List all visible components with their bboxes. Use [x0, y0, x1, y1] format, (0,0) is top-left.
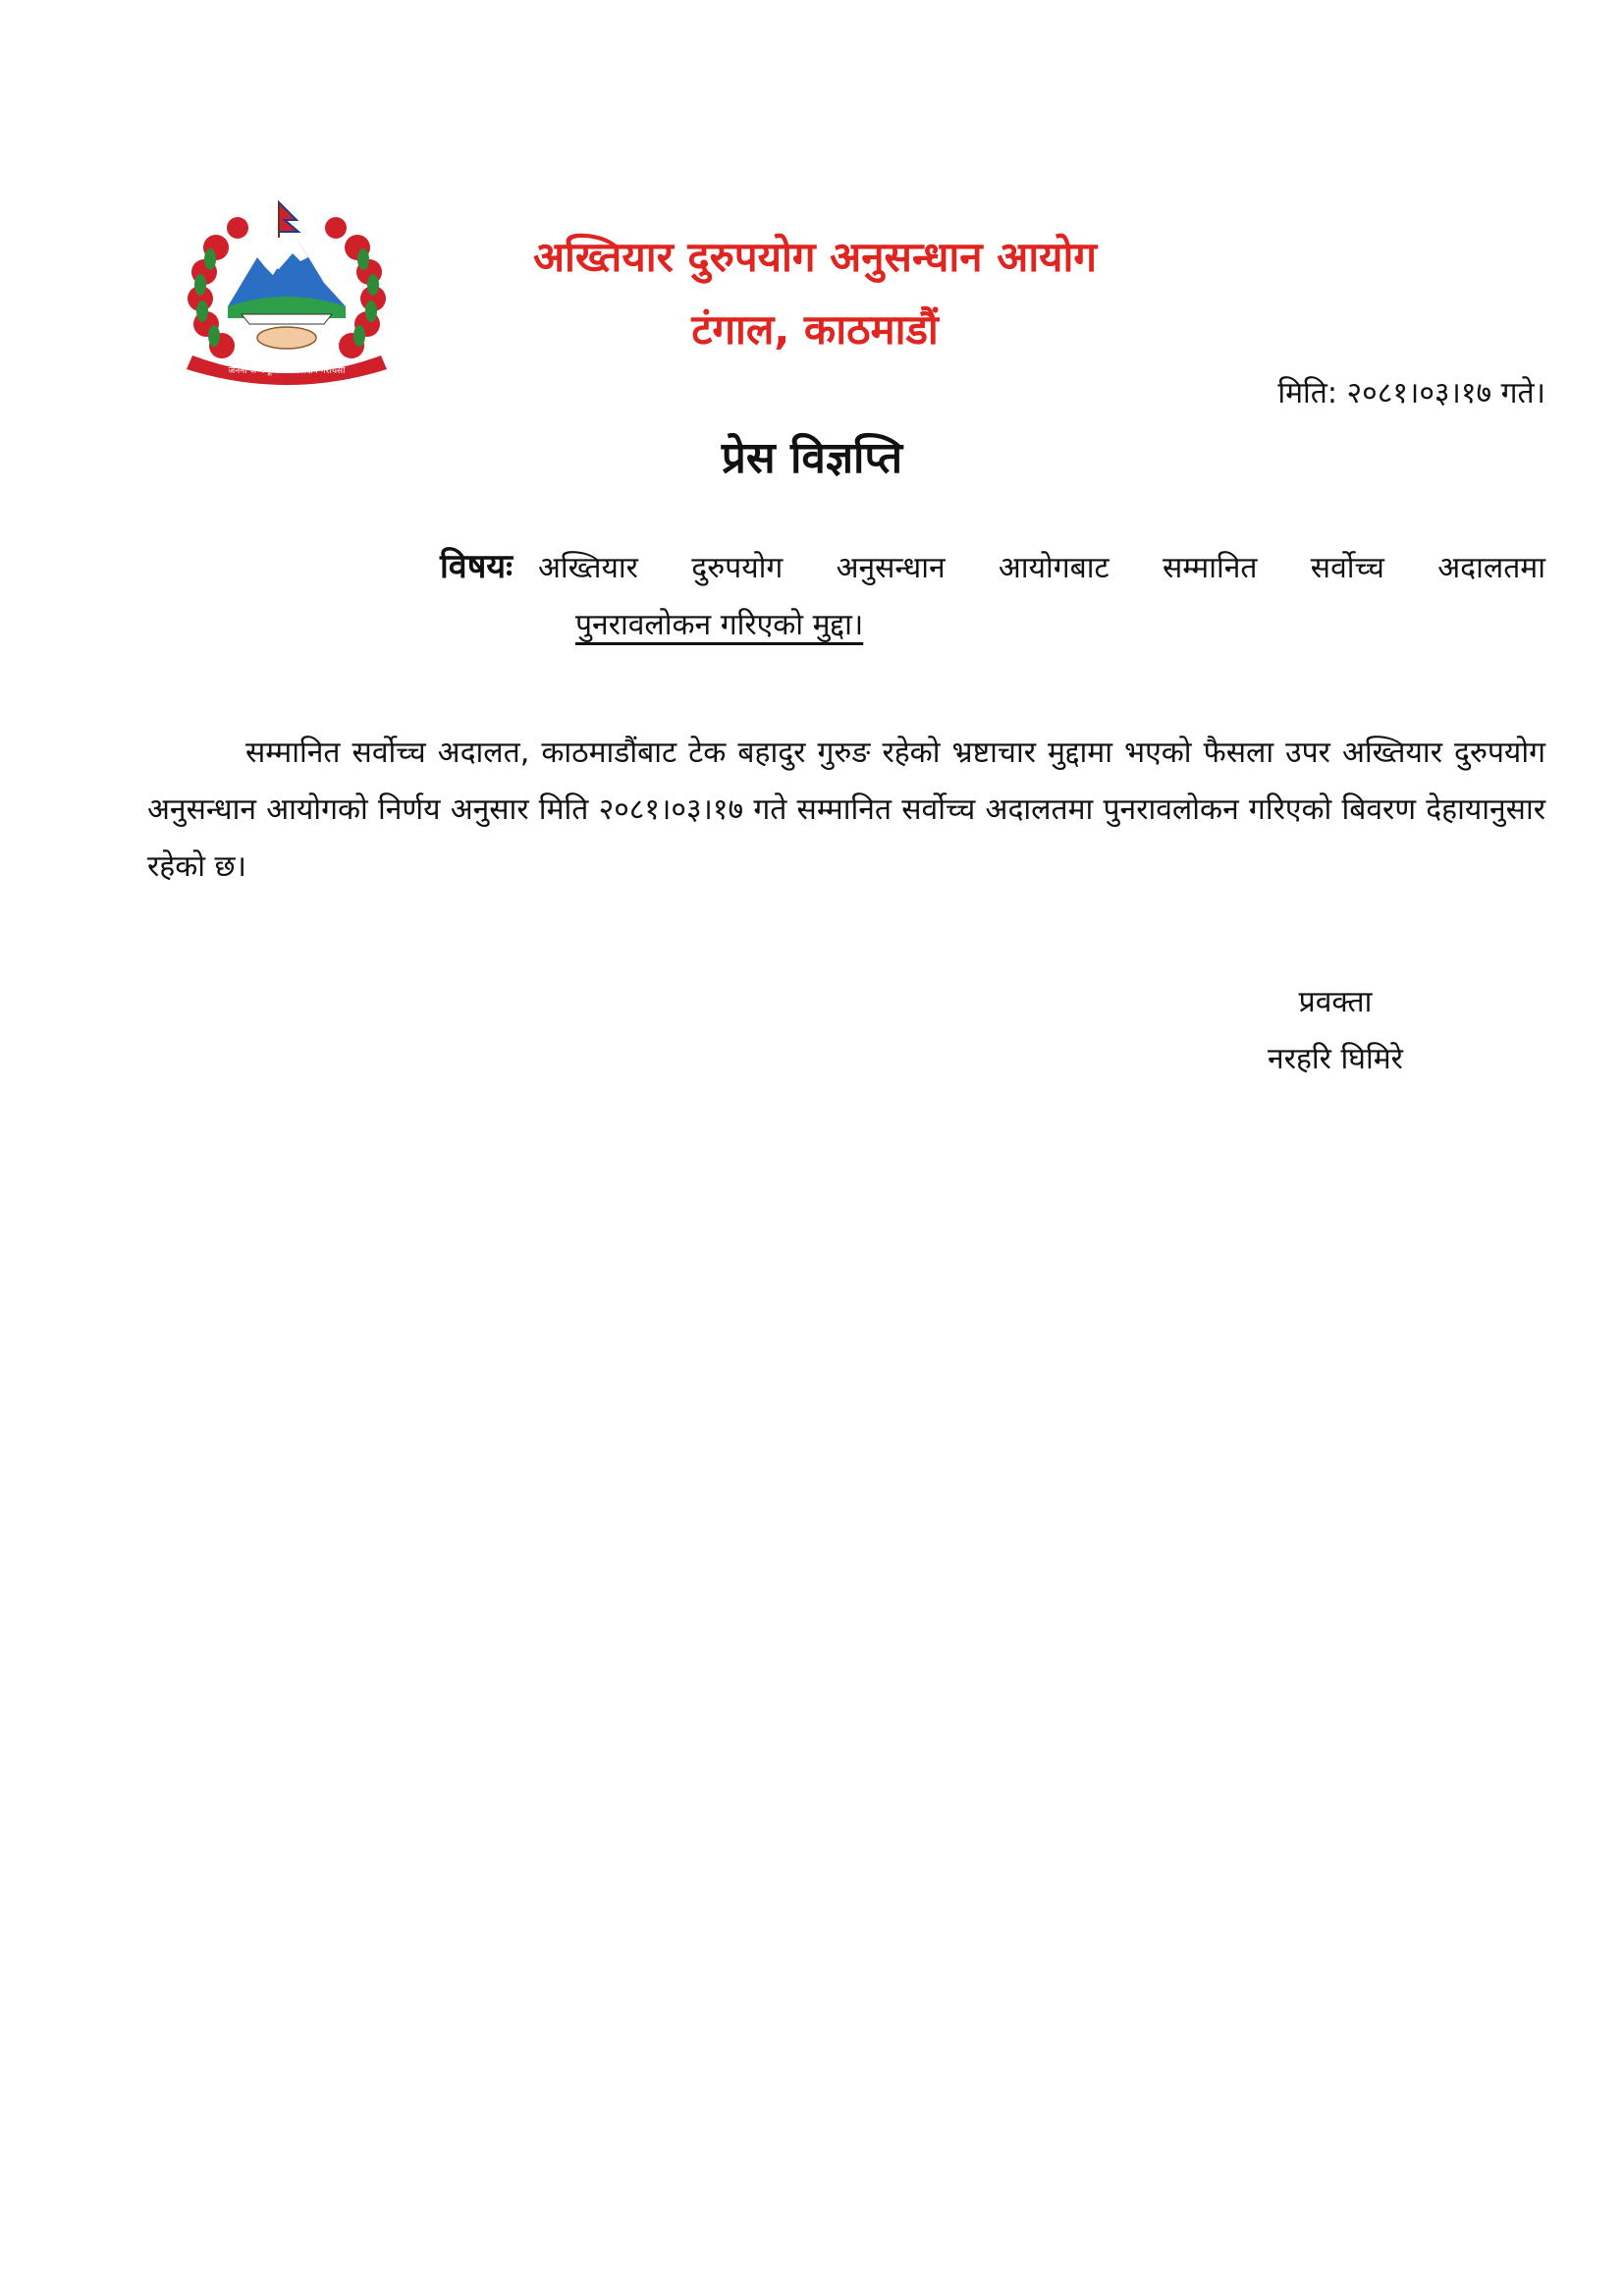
- mountain-icon: [228, 238, 346, 306]
- organization-name: अख्तियार दुरुपयोग अनुसन्धान आयोग: [532, 233, 1098, 281]
- subject-line-2: पुनरावलोकन गरिएको मुद्दा।: [575, 608, 864, 642]
- subject-block: [440, 538, 1545, 654]
- emblem-motto-text: जननी जन्मभूमिश्च स्वर्गादपि गरीयसी: [228, 366, 346, 376]
- document-title: प्रेस विज्ञप्ति: [721, 433, 903, 483]
- signature-name: नरहरि घिमिरे: [1268, 1042, 1403, 1076]
- nepal-flag-icon: [279, 202, 298, 232]
- nepal-emblem-icon: [177, 198, 397, 387]
- signature-block: [1218, 974, 1453, 1088]
- organization-address: टंगाल, काठमाडौं: [691, 305, 939, 354]
- handshake-icon: [257, 327, 316, 349]
- date-line: मिति: २०८१।०३।१७ गते।: [1277, 376, 1545, 410]
- subject-line-1: [440, 538, 1545, 597]
- subject-label: विषयः: [440, 547, 513, 586]
- signature-role: प्रवक्ता: [1298, 985, 1373, 1019]
- subject-text-1: अख्तियार दुरुपयोग अनुसन्धान आयोगबाट सम्मानित सर्वोच्च अदालतमा: [537, 551, 1545, 585]
- body-paragraph: सम्मानित सर्वोच्च अदालत, काठमाडौंबाट टेक बहादुर गुरुङ रहेको भ्रष्टाचार मुद्दामा भएको फैसला उपर अख्तियार दुरुपयोग अनुसन्धान आयोगको निर्णय अनुसार मिति २०८१।०३।१७ गते सम्मानित सर्वोच्च अदालतमा पुनरावलोकन गरिएको बिवरण देहायानुसार रहेको छ।: [147, 736, 1545, 884]
